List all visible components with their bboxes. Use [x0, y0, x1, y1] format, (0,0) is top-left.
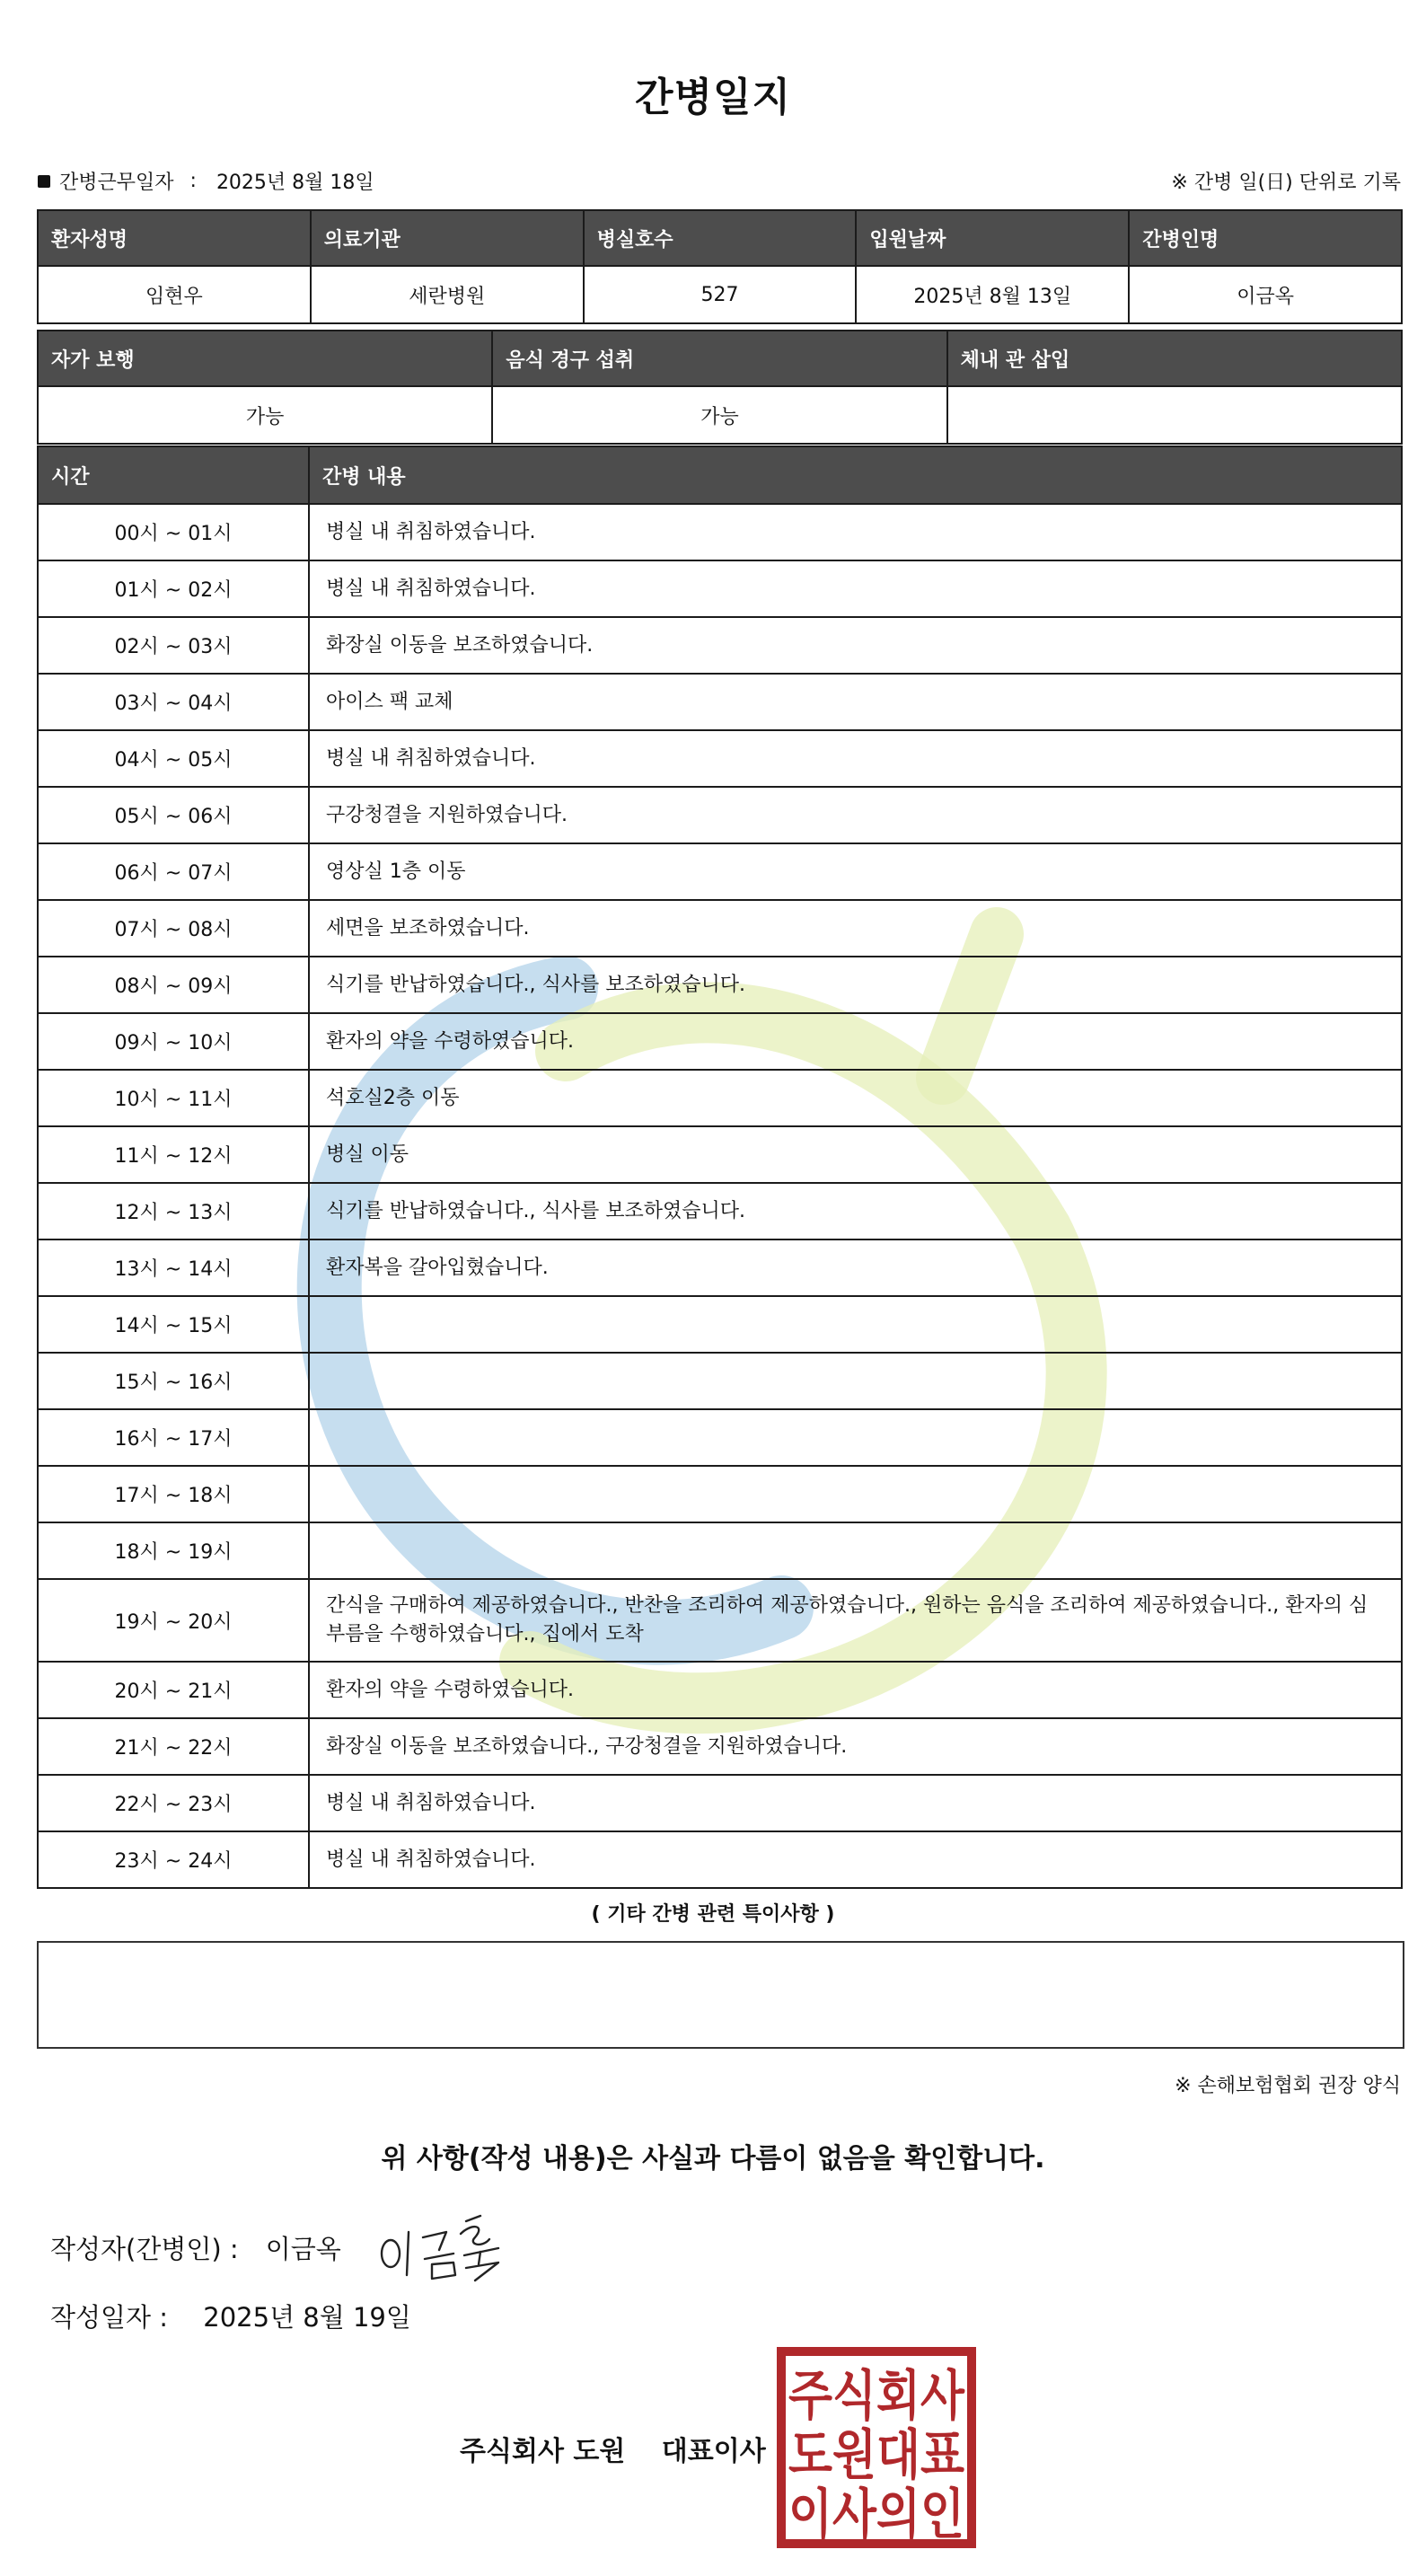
- care-log-time: 14시 ~ 15시: [38, 1296, 309, 1353]
- care-log-time: 20시 ~ 21시: [38, 1662, 309, 1718]
- care-log-row: [38, 1718, 1402, 1775]
- care-log-body: [38, 504, 1402, 1888]
- self-walking-value: 가능: [38, 386, 492, 444]
- care-log-note: 간식을 구매하여 제공하였습니다., 반찬을 조리하여 제공하였습니다., 원하는 음식을 조리하여 제공하였습니다., 환자의 심부름을 수행하였습니다., 집에서 도착: [309, 1579, 1402, 1662]
- status-value-row: [38, 386, 1402, 444]
- recommend-note: ※ 손해보험협회 권장 양식: [1175, 2075, 1401, 2097]
- care-log-time: 23시 ~ 24시: [38, 1831, 309, 1888]
- patient-info-table: [37, 209, 1403, 324]
- care-log-row: [38, 1522, 1402, 1579]
- care-log-time: 11시 ~ 12시: [38, 1126, 309, 1183]
- care-log-note: 영상실 1층 이동: [309, 843, 1402, 900]
- header-tube-insertion: 체내 관 삽입: [947, 331, 1402, 386]
- care-log-time: 03시 ~ 04시: [38, 674, 309, 730]
- header-care-content: 간병 내용: [309, 446, 1402, 504]
- care-log-row: [38, 560, 1402, 617]
- work-date-label: 간병근무일자: [59, 172, 174, 194]
- care-log-row: [38, 1070, 1402, 1126]
- remarks-title: ( 기타 간병 관련 특이사항 ): [591, 1903, 835, 1926]
- care-log-time: 13시 ~ 14시: [38, 1239, 309, 1296]
- care-log-note: 병실 내 취침하였습니다.: [309, 560, 1402, 617]
- room-number: 527: [584, 266, 857, 323]
- care-log-row: [38, 1183, 1402, 1239]
- header-room-number: 병실호수: [584, 210, 857, 266]
- care-log-row: [38, 730, 1402, 787]
- care-log-time: 19시 ~ 20시: [38, 1579, 309, 1662]
- ceo-label: 대표이사: [661, 2436, 766, 2467]
- care-log-time: 01시 ~ 02시: [38, 560, 309, 617]
- header-oral-intake: 음식 경구 섭취: [492, 331, 946, 386]
- care-log-note: 병실 내 취침하였습니다.: [309, 1775, 1402, 1831]
- care-log-row: [38, 957, 1402, 1013]
- writer-label: 작성자(간병인) :: [50, 2234, 239, 2264]
- care-log-time: 18시 ~ 19시: [38, 1522, 309, 1579]
- header-hospital: 의료기관: [311, 210, 584, 266]
- company-seal-stamp: [776, 2346, 977, 2549]
- bullet-square-icon: [38, 175, 50, 188]
- handwritten-signature: [373, 2205, 512, 2286]
- oral-intake-value: 가능: [492, 386, 946, 444]
- care-log-note: 아이스 팩 교체: [309, 674, 1402, 730]
- header-admission-date: 입원날짜: [856, 210, 1129, 266]
- confirm-statement: 위 사항(작성 내용)은 사실과 다름이 없음을 확인합니다.: [381, 2143, 1045, 2175]
- care-log-note: 세면을 보조하였습니다.: [309, 900, 1402, 957]
- care-log-row: [38, 674, 1402, 730]
- care-log-time: 04시 ~ 05시: [38, 730, 309, 787]
- care-log-note: 석호실2층 이동: [309, 1070, 1402, 1126]
- care-log-note: 환자의 약을 수령하였습니다.: [309, 1013, 1402, 1070]
- care-log-note: [309, 1409, 1402, 1466]
- care-log-note: 화장실 이동을 보조하였습니다., 구강청결을 지원하였습니다.: [309, 1718, 1402, 1775]
- care-log-row: [38, 1831, 1402, 1888]
- header-caregiver-name: 간병인명: [1129, 210, 1402, 266]
- care-log-time: 17시 ~ 18시: [38, 1466, 309, 1522]
- document-title: 간병일지: [634, 75, 791, 120]
- care-log-note: [309, 1296, 1402, 1353]
- care-log-note: 환자복을 갈아입혔습니다.: [309, 1239, 1402, 1296]
- status-header-row: [38, 331, 1402, 386]
- care-log-note: 식기를 반납하였습니다., 식사를 보조하였습니다.: [309, 957, 1402, 1013]
- care-log-note: 병실 내 취침하였습니다.: [309, 730, 1402, 787]
- unit-note: ※ 간병 일(日) 단위로 기록: [1171, 172, 1401, 194]
- work-date-value: 2025년 8월 18일: [216, 172, 374, 194]
- care-log-row: [38, 504, 1402, 560]
- writer-line: [50, 2229, 341, 2266]
- care-log-time: 10시 ~ 11시: [38, 1070, 309, 1126]
- care-log-time: 00시 ~ 01시: [38, 504, 309, 560]
- care-log-note: [309, 1522, 1402, 1579]
- write-date-line: [50, 2298, 411, 2334]
- care-log-note: [309, 1353, 1402, 1409]
- header-patient-name: 환자성명: [38, 210, 311, 266]
- care-log-row: [38, 1579, 1402, 1662]
- care-log-time: 22시 ~ 23시: [38, 1775, 309, 1831]
- care-log-time: 07시 ~ 08시: [38, 900, 309, 957]
- care-log-note: 식기를 반납하였습니다., 식사를 보조하였습니다.: [309, 1183, 1402, 1239]
- caregiver-name: 이금옥: [1129, 266, 1402, 323]
- care-log-note: 병실 내 취침하였습니다.: [309, 504, 1402, 560]
- care-log-time: 16시 ~ 17시: [38, 1409, 309, 1466]
- work-date-separator: :: [189, 170, 197, 192]
- write-date-value: 2025년 8월 19일: [203, 2302, 411, 2333]
- care-log-row: [38, 787, 1402, 843]
- care-log-note: 병실 이동: [309, 1126, 1402, 1183]
- care-log-note: 화장실 이동을 보조하였습니다.: [309, 617, 1402, 674]
- care-log-row: [38, 843, 1402, 900]
- care-log-row: [38, 1775, 1402, 1831]
- company-name: 주식회사 도원: [460, 2436, 626, 2467]
- care-log-row: [38, 1466, 1402, 1522]
- care-log-header-row: [38, 446, 1402, 504]
- tube-insertion-value: [947, 386, 1402, 444]
- remarks-box: [37, 1941, 1404, 2049]
- company-line: [460, 2429, 766, 2468]
- patient-info-value-row: [38, 266, 1402, 323]
- care-log-time: 02시 ~ 03시: [38, 617, 309, 674]
- care-log-row: [38, 1126, 1402, 1183]
- writer-name: 이금옥: [265, 2234, 341, 2264]
- care-log-time: 09시 ~ 10시: [38, 1013, 309, 1070]
- care-log-note: 환자의 약을 수령하였습니다.: [309, 1662, 1402, 1718]
- care-log-row: [38, 1353, 1402, 1409]
- svg-text:주식회사: 주식회사: [788, 2365, 965, 2428]
- patient-status-table: [37, 330, 1403, 445]
- hospital-name: 세란병원: [311, 266, 584, 323]
- care-log-row: [38, 1296, 1402, 1353]
- care-log-time: 21시 ~ 22시: [38, 1718, 309, 1775]
- care-log-table: [37, 446, 1403, 1889]
- care-log-time: 05시 ~ 06시: [38, 787, 309, 843]
- patient-name: 임현우: [38, 266, 311, 323]
- care-log-time: 06시 ~ 07시: [38, 843, 309, 900]
- care-log-note: [309, 1466, 1402, 1522]
- patient-info-header-row: [38, 210, 1402, 266]
- care-log-row: [38, 1662, 1402, 1718]
- care-log-time: 08시 ~ 09시: [38, 957, 309, 1013]
- write-date-label: 작성일자 :: [50, 2302, 169, 2333]
- admission-date: 2025년 8월 13일: [856, 266, 1129, 323]
- care-log-time: 15시 ~ 16시: [38, 1353, 309, 1409]
- care-log-row: [38, 1409, 1402, 1466]
- care-log-note: 병실 내 취침하였습니다.: [309, 1831, 1402, 1888]
- header-time: 시간: [38, 446, 309, 504]
- svg-text:도원대표: 도원대표: [788, 2424, 965, 2487]
- care-log-row: [38, 617, 1402, 674]
- care-log-row: [38, 1239, 1402, 1296]
- care-log-note: 구강청결을 지원하였습니다.: [309, 787, 1402, 843]
- care-log-row: [38, 900, 1402, 957]
- care-log-row: [38, 1013, 1402, 1070]
- care-log-time: 12시 ~ 13시: [38, 1183, 309, 1239]
- svg-text:이사의인: 이사의인: [788, 2483, 964, 2546]
- header-self-walking: 자가 보행: [38, 331, 492, 386]
- work-date-line: [38, 167, 374, 195]
